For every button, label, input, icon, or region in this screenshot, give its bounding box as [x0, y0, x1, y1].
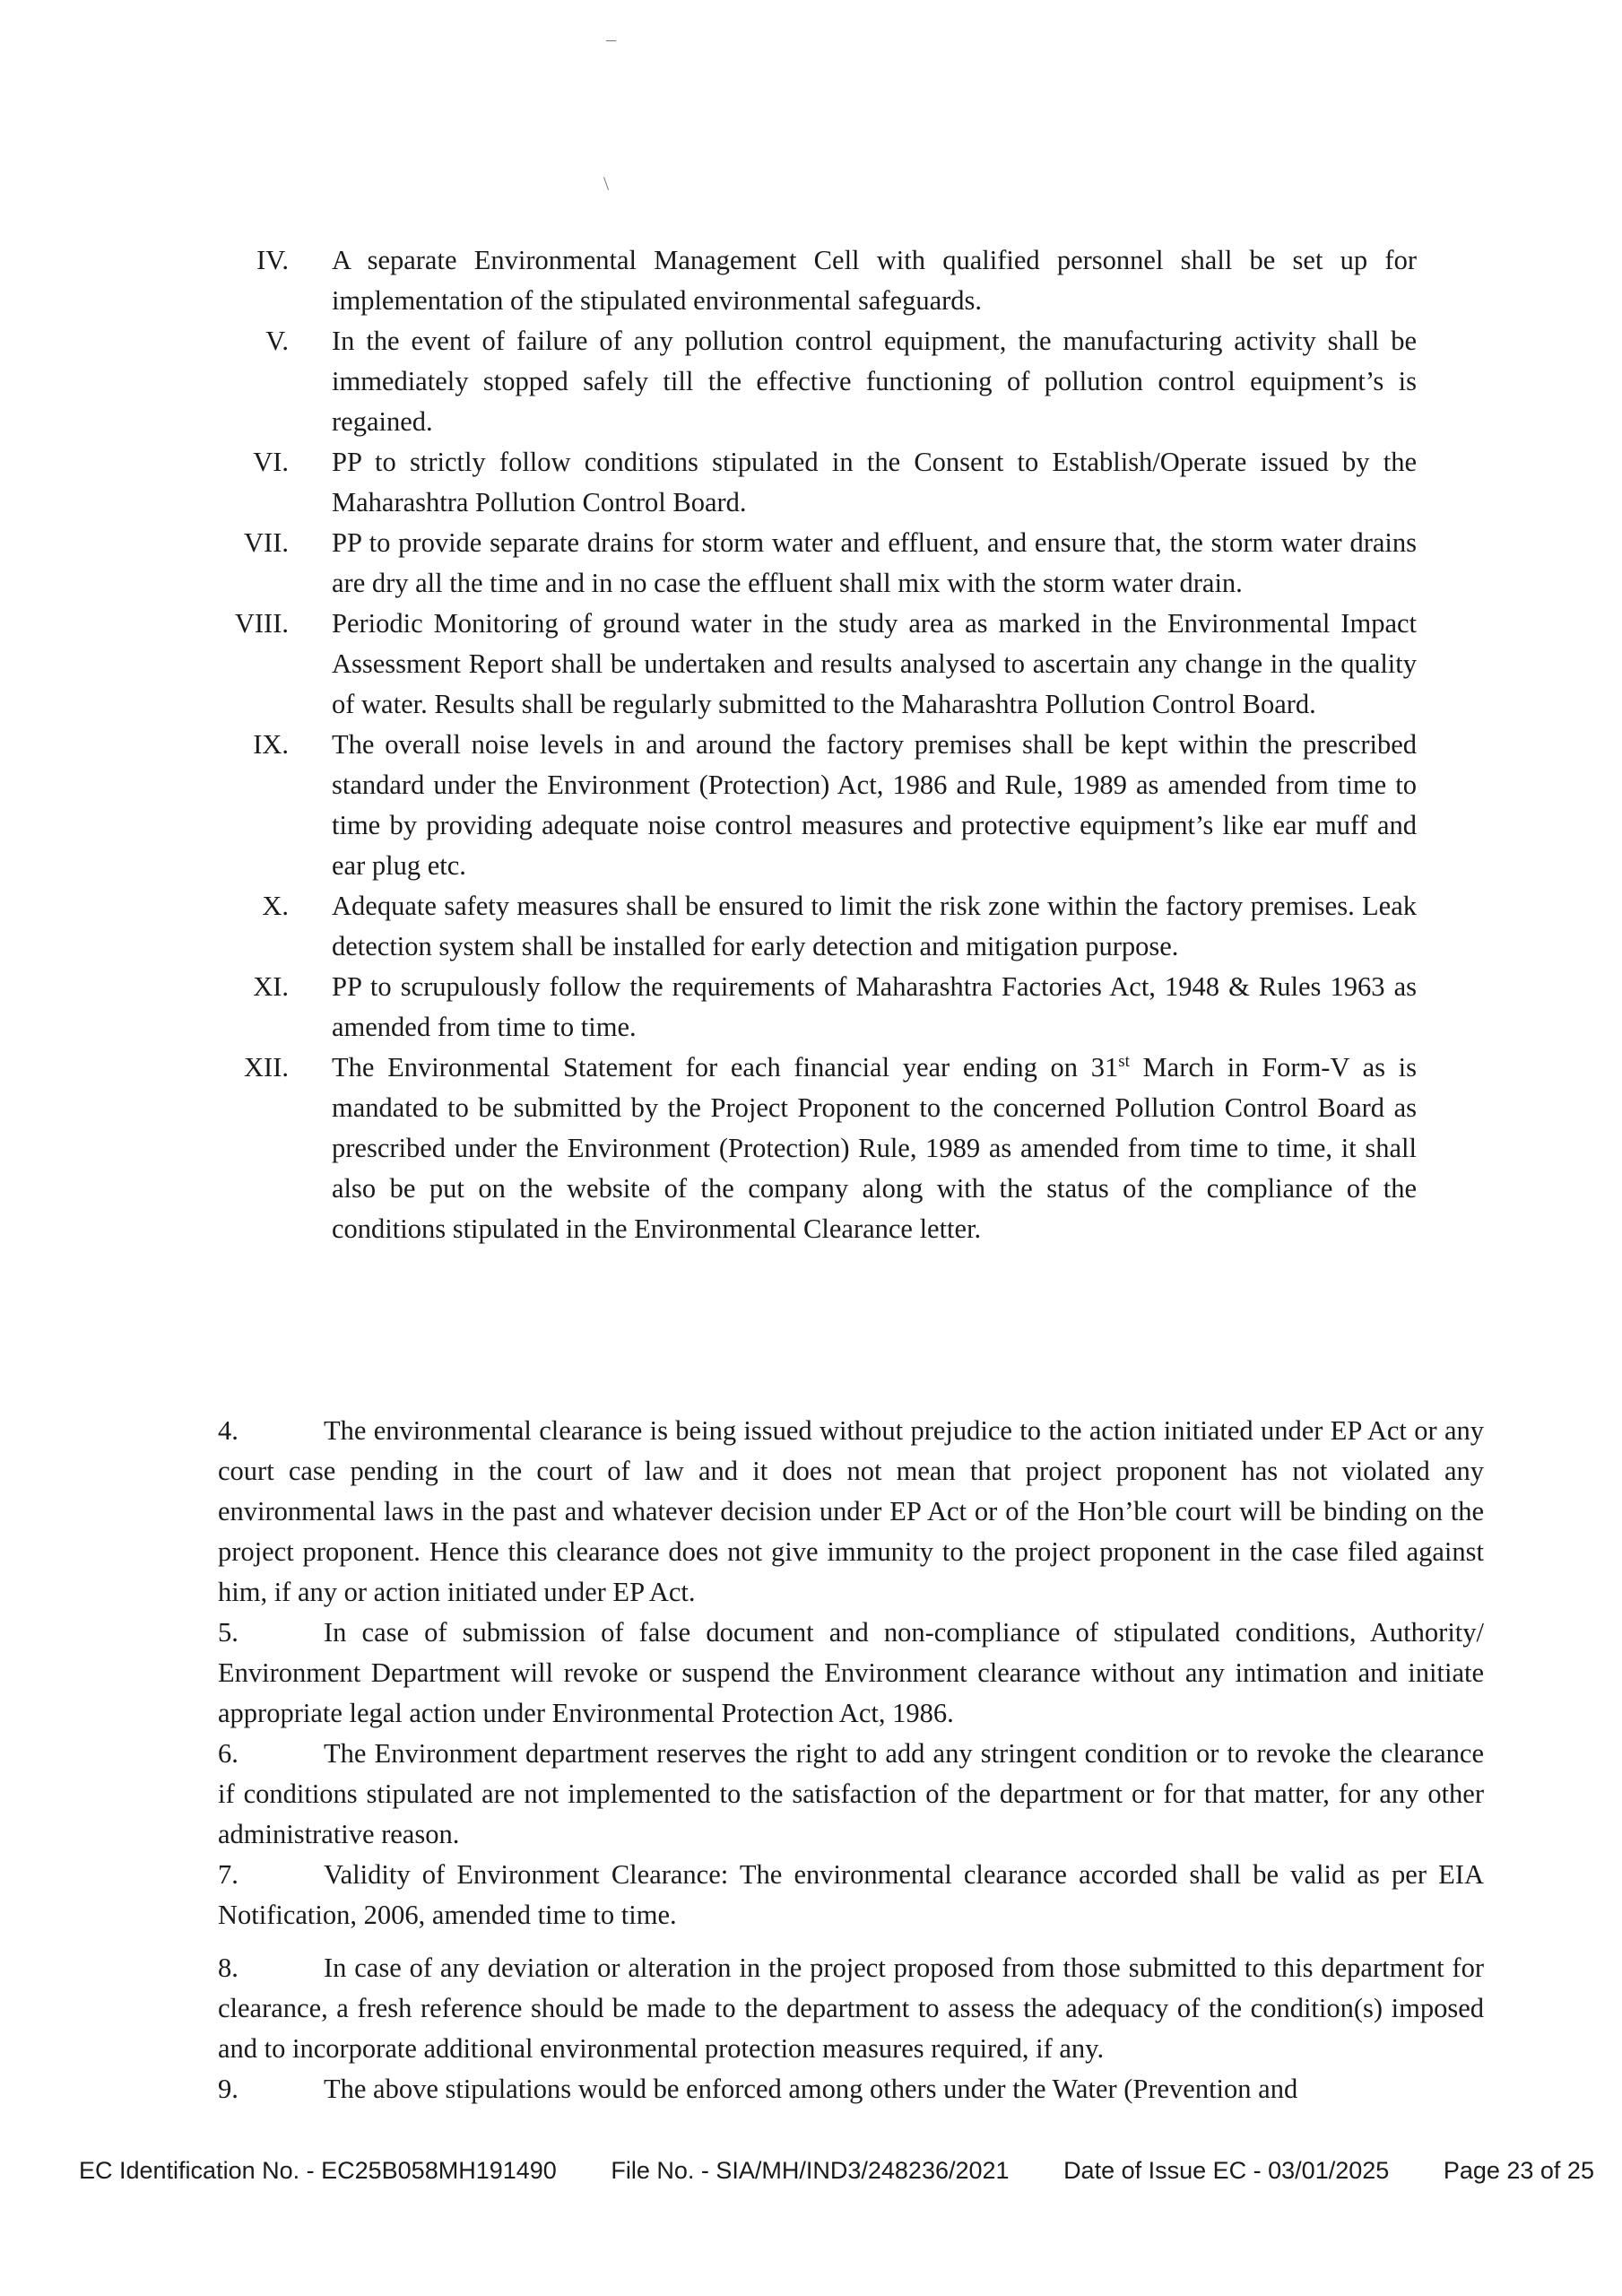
paragraph [218, 2069, 1484, 2109]
paragraph-text: The environmental clearance is being issued without prejudice to the action initiated under EP Act or any court case pending in the court of law and it does not mean that project proponent has not violated any environmental laws in the past and whatever decision under EP Act or of the Hon’ble court will be binding on the project proponent. Hence this clearance does not give immunity to the project proponent in the case filed against him, if any or action initiated under EP Act. [218, 1415, 1484, 1607]
condition-number: IX. [253, 729, 289, 760]
paragraph [218, 1734, 1484, 1855]
ordinal-suffix: st [1118, 1051, 1130, 1071]
condition-item [206, 1048, 1417, 1249]
condition-text [332, 1048, 1417, 1249]
condition-number: X. [262, 891, 289, 921]
paragraph-text: In case of any deviation or alteration in the project proposed from those submitted to this department for clearance, a fresh reference should be made to the department to assess the adequacy of the condition(s) imposed and to incorporate additional environmental protection measures required, if any. [218, 1952, 1484, 2064]
paragraph-number: 8. [218, 1952, 239, 1983]
condition-number: XII. [244, 1052, 289, 1083]
ec-identification-number: EC Identification No. - EC25B058MH191490 [79, 2157, 557, 2184]
paragraph-text: The above stipulations would be enforced among others under the Water (Prevention and [324, 2074, 1298, 2104]
date-of-issue: Date of Issue EC - 03/01/2025 [1063, 2157, 1390, 2184]
conditions-list [206, 240, 1417, 1249]
condition-item [206, 321, 1417, 442]
condition-number: VI. [253, 447, 289, 477]
condition-text: PP to provide separate drains for storm water and effluent, and ensure that, the storm water drains are dry all the time and in no case the effluent shall mix with the storm water drain. [332, 527, 1417, 598]
condition-text-part: March in Form-V as is mandated to be submitted by the Project Proponent to the concerned Pollution Control Board as prescribed under the Environment (Protection) Rule, 1989 as amended from time to time, it shall also be put on the website of the company along with the status of the compliance of the conditions stipulated in the Environmental Clearance letter. [332, 1052, 1417, 1244]
condition-number: XI. [253, 971, 289, 1002]
condition-number: IV. [256, 245, 289, 275]
condition-text: Adequate safety measures shall be ensured to limit the risk zone within the factory premises. Leak detection system shall be installed for early detection and mitigation purpose. [332, 891, 1417, 961]
condition-number: VII. [244, 527, 289, 558]
paragraph [218, 1948, 1484, 2069]
paragraph-number: 6. [218, 1738, 239, 1769]
scan-mark: \ [603, 172, 610, 195]
condition-number: V. [265, 326, 289, 356]
paragraph-text: In case of submission of false document and non-compliance of stipulated conditions, Authority/ Environment Department will revoke or suspend the Environment clearance without any intimation and initiate appropriate legal action under Environmental Protection Act, 1986. [218, 1617, 1484, 1728]
condition-item [206, 967, 1417, 1048]
condition-item [206, 442, 1417, 523]
condition-text: Periodic Monitoring of ground water in the study area as marked in the Environmental Impact Assessment Report shall be undertaken and results analysed to ascertain any change in the quality of water. Results shall be regularly submitted to the Maharashtra Pollution Control Board. [332, 608, 1417, 719]
condition-item [206, 604, 1417, 725]
condition-text: The overall noise levels in and around the factory premises shall be kept within the prescribed standard under the Environment (Protection) Act, 1986 and Rule, 1989 as amended from time to time by providing adequate noise control measures and protective equipment’s like ear muff and ear plug etc. [332, 729, 1417, 881]
page-number: Page 23 of 25 [1443, 2157, 1594, 2184]
condition-item [206, 523, 1417, 604]
paragraph-text: Validity of Environment Clearance: The environmental clearance accorded shall be valid as per EIA Notification, 2006, amended time to time. [218, 1859, 1484, 1930]
scan-mark: ¯ [606, 38, 616, 60]
condition-text: A separate Environmental Management Cell with qualified personnel shall be set up for implementation of the stipulated environmental safeguards. [332, 245, 1417, 316]
paragraph [218, 1855, 1484, 1935]
condition-text: In the event of failure of any pollution control equipment, the manufacturing activity shall be immediately stopped safely till the effective functioning of pollution control equipment’s is regained. [332, 326, 1417, 437]
paragraph-number: 9. [218, 2074, 239, 2104]
paragraph-number: 7. [218, 1859, 239, 1890]
paragraph [218, 1411, 1484, 1613]
numbered-paragraphs [218, 1411, 1484, 2109]
condition-item [206, 886, 1417, 967]
file-number: File No. - SIA/MH/IND3/248236/2021 [611, 2157, 1010, 2184]
page-footer [79, 2157, 1594, 2185]
paragraph-text: The Environment department reserves the right to add any stringent condition or to revoke the clearance if conditions stipulated are not implemented to the satisfaction of the department or for that matter, for any other administrative reason. [218, 1738, 1484, 1849]
condition-number: VIII. [234, 608, 289, 639]
condition-item [206, 725, 1417, 886]
paragraph-number: 5. [218, 1617, 239, 1648]
condition-item [206, 240, 1417, 321]
paragraph-number: 4. [218, 1415, 239, 1446]
condition-text-part: The Environmental Statement for each financial year ending on 31 [332, 1052, 1119, 1083]
paragraph [218, 1613, 1484, 1734]
condition-text: PP to strictly follow conditions stipulated in the Consent to Establish/Operate issued by the Maharashtra Pollution Control Board. [332, 447, 1417, 517]
condition-text: PP to scrupulously follow the requirements of Maharashtra Factories Act, 1948 & Rules 1963 as amended from time to time. [332, 971, 1417, 1042]
